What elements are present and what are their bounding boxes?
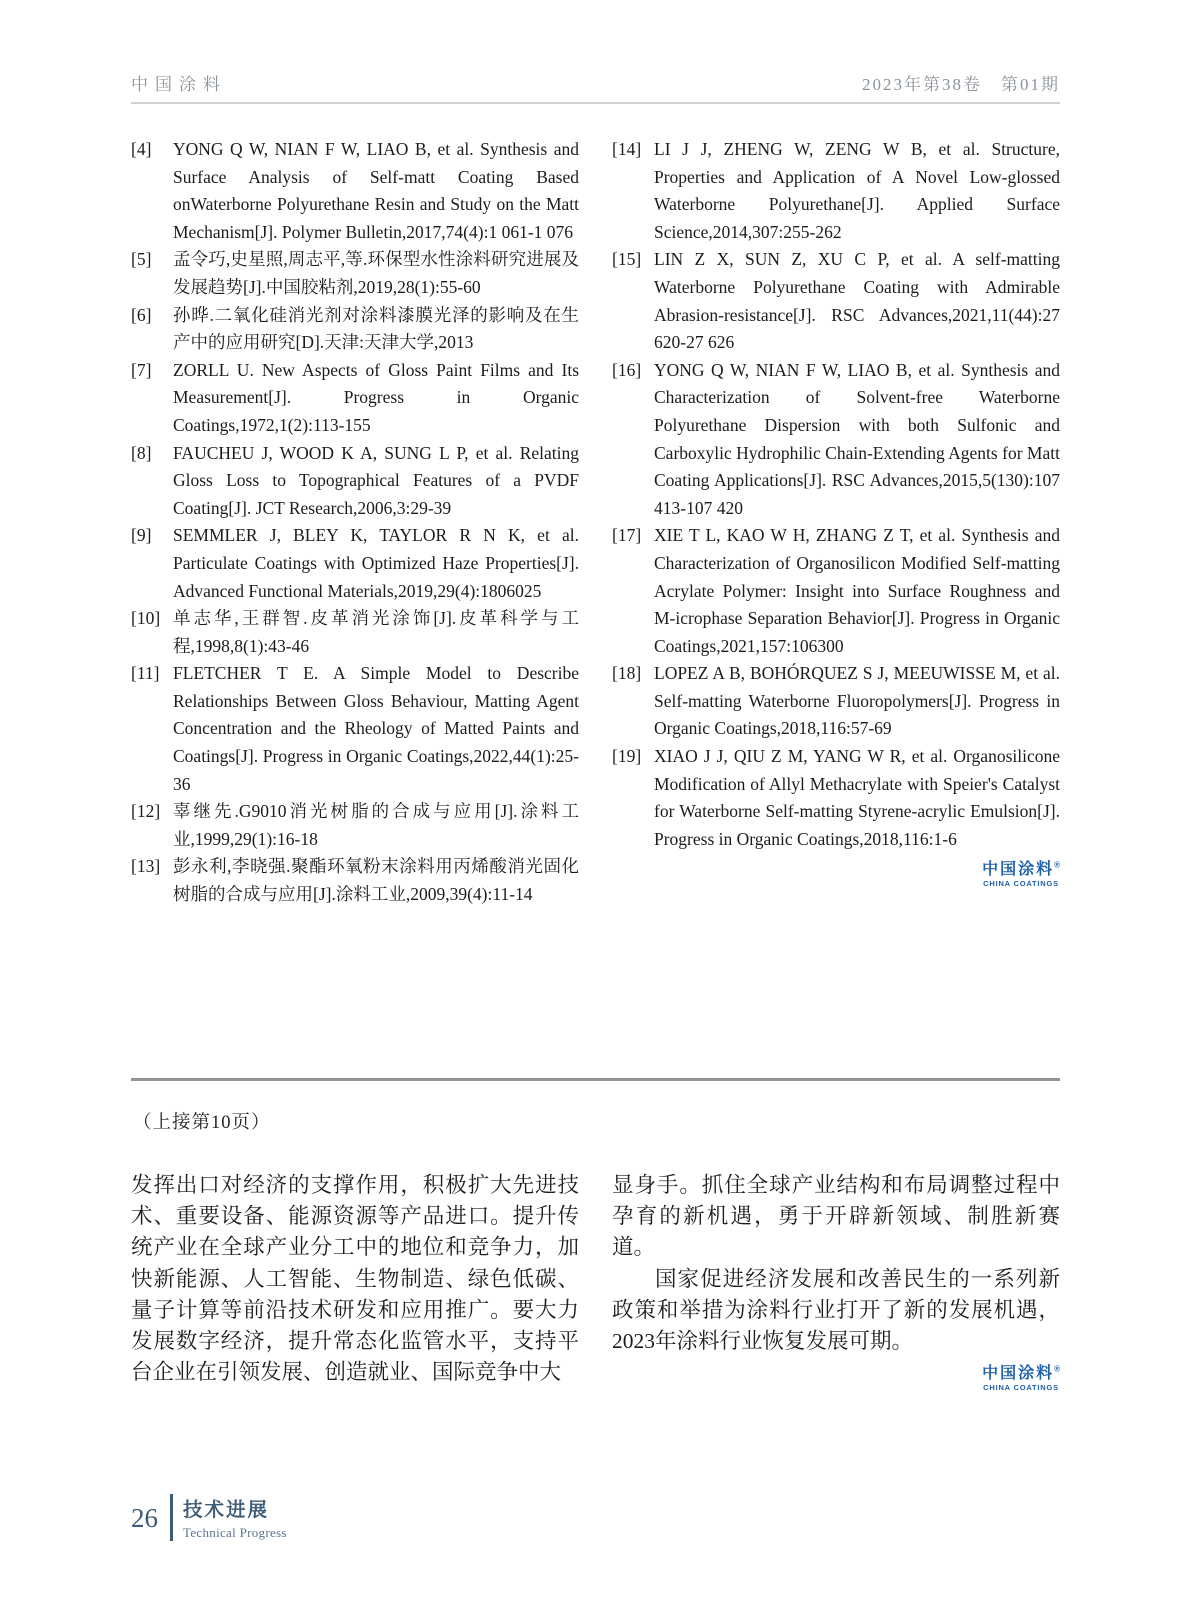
reference-entry	[131, 522, 579, 605]
reference-entry	[612, 743, 1060, 853]
reference-entry	[612, 522, 1060, 660]
registered-mark-icon: ®	[1054, 1364, 1060, 1374]
continuation-note: （上接第10页）	[133, 1113, 271, 1133]
body-paragraph: 发挥出口对经济的支撑作用，积极扩大先进技术、重要设备、能源资源等产品进口。提升传统产业在全球产业分工中的地位和竞争力，加快新能源、人工智能、生物制造、绿色低碳、量子计算等前沿技术研发和应用推广。要大力发展数字经济，提升常态化监管水平，支持平台企业在引领发展、创造就业、国际竞争中大	[131, 1173, 579, 1385]
reference-entry	[131, 605, 579, 660]
reference-text: 孙晔.二氧化硅消光剂对涂料漆膜光泽的影响及在生产中的应用研究[D].天津:天津大学,2013	[173, 304, 579, 353]
reference-list-right	[612, 136, 1060, 853]
reference-number: [4]	[131, 139, 152, 159]
reference-column-right	[612, 136, 1060, 909]
reference-entry	[131, 660, 579, 798]
logo-subtitle: CHINA COATINGS	[983, 879, 1059, 889]
reference-text: SEMMLER J, BLEY K, TAYLOR R N K, et al. Particulate Coatings with Optimized Haze Properties[J]. Advanced Functional Materials,2019,29(4):1806025	[173, 525, 579, 601]
logo-wordmark: 中国涂料®	[982, 861, 1060, 879]
reference-text: YONG Q W, NIAN F W, LIAO B, et al. Synthesis and Surface Analysis of Self-matt Coating Based onWaterborne Polyurethane Resin and Study on the Matt Mechanism[J]. Polymer Bulletin,2017,74(4):1 061-1 076	[173, 139, 579, 242]
reference-entry	[131, 853, 579, 908]
page-number: 26	[131, 1503, 158, 1533]
registered-mark-icon: ®	[1054, 861, 1060, 871]
body-paragraph: 国家促进经济发展和改善民生的一系列新政策和举措为涂料行业打开了新的发展机遇，2023年涂料行业恢复发展可期。	[612, 1266, 1060, 1354]
body-paragraph: 显身手。抓住全球产业结构和布局调整过程中孕育的新机遇，勇于开辟新领域、制胜新赛道。	[612, 1173, 1060, 1260]
reference-entry	[612, 246, 1060, 356]
reference-number: [5]	[131, 249, 152, 270]
page-header	[131, 70, 1060, 104]
footer-section-titles	[183, 1494, 287, 1541]
reference-text: 彭永利,李晓强.聚酯环氧粉末涂料用丙烯酸消光固化树脂的合成与应用[J].涂料工业,2009,39(4):11-14	[173, 856, 579, 905]
reference-entry	[131, 357, 579, 440]
reference-entry	[131, 440, 579, 523]
reference-text: XIE T L, KAO W H, ZHANG Z T, et al. Synthesis and Characterization of Organosilicon Modified Self-matting Acrylate Polymer: Insight into Surface Roughness and M-icrophase Separation Behavior[J]. Progress in Organic Coatings,2021,157:106300	[654, 525, 1060, 656]
reference-entry	[131, 246, 579, 301]
reference-entry	[612, 136, 1060, 246]
reference-number: [10]	[131, 608, 161, 629]
reference-number: [15]	[612, 249, 642, 270]
reference-text: LOPEZ A B, BOHÓRQUEZ S J, MEEUWISSE M, et al. Self-matting Waterborne Fluoropolymers[J]. Progress in Organic Coatings,2018,116:57-69	[654, 663, 1060, 739]
reference-number: [18]	[612, 663, 642, 684]
page-footer	[131, 1494, 287, 1541]
reference-text: 孟令巧,史星照,周志平,等.环保型水性涂料研究进展及发展趋势[J].中国胶粘剂,2019,28(1):55-60	[173, 249, 579, 297]
logo-wordmark: 中国涂料®	[982, 1364, 1060, 1383]
section-title-chinese: 技术进展	[183, 1499, 270, 1521]
end-of-article-logo-block	[612, 1365, 1060, 1399]
end-of-references-logo-block	[612, 861, 1060, 891]
china-coatings-logo	[982, 861, 1060, 888]
reference-entry	[612, 357, 1060, 523]
reference-section	[131, 136, 1060, 909]
reference-number: [16]	[612, 359, 642, 380]
reference-entry	[131, 302, 579, 357]
reference-text: FLETCHER T E. A Simple Model to Describe Relationships Between Gloss Behaviour, Matting Agent Concentration and the Rheology of Matted Paints and Coatings[J]. Progress in Organic Coatings,2022,44(1):25-36	[173, 663, 579, 794]
body-column-left	[131, 1170, 579, 1399]
reference-text: XIAO J J, QIU Z M, YANG W R, et al. Organosilicone Modification of Allyl Methacrylate with Speier's Catalyst for Waterborne Self-matting Styrene-acrylic Emulsion[J]. Progress in Organic Coatings,2018,116:1-6	[654, 746, 1060, 849]
journal-name: 中国涂料	[131, 75, 227, 94]
reference-entry	[612, 660, 1060, 743]
reference-text: ZORLL U. New Aspects of Gloss Paint Films and Its Measurement[J]. Progress in Organic Coatings,1972,1(2):113-155	[173, 359, 579, 435]
reference-text: LIN Z X, SUN Z, XU C P, et al. A self-matting Waterborne Polyurethane Coating with Admirable Abrasion-resistance[J]. RSC Advances,2021,11(44):27 620-27 626	[654, 249, 1060, 353]
body-column-right	[612, 1170, 1060, 1399]
reference-text: LI J J, ZHENG W, ZENG W B, et al. Structure, Properties and Application of A Novel Low-glossed Waterborne Polyurethane[J]. Applied Surface Science,2014,307:255-262	[654, 139, 1060, 242]
reference-number: [12]	[131, 801, 161, 822]
reference-number: [14]	[612, 139, 642, 159]
reference-number: [7]	[131, 359, 152, 380]
reference-number: [9]	[131, 525, 152, 546]
reference-number: [6]	[131, 304, 152, 325]
reference-entry	[131, 136, 579, 246]
section-divider-rule	[131, 1078, 1060, 1081]
issue-info: 2023年第38卷 第01期	[862, 75, 1060, 94]
reference-text: FAUCHEU J, WOOD K A, SUNG L P, et al. Relating Gloss Loss to Topographical Features of a PVDF Coating[J]. JCT Research,2006,3:29-39	[173, 442, 579, 518]
china-coatings-logo	[982, 1365, 1060, 1392]
reference-number: [17]	[612, 525, 642, 546]
reference-number: [19]	[612, 746, 642, 767]
reference-entry	[131, 798, 579, 853]
section-title-english: Technical Progress	[183, 1525, 287, 1540]
logo-subtitle: CHINA COATINGS	[983, 1382, 1059, 1392]
reference-text: 单志华,王群智.皮革消光涂饰[J].皮革科学与工程,1998,8(1):43-46	[173, 608, 579, 656]
reference-number: [11]	[131, 663, 160, 684]
reference-text: 辜继先.G9010消光树脂的合成与应用[J].涂料工业,1999,29(1):16-18	[173, 801, 579, 849]
reference-number: [8]	[131, 442, 152, 463]
reference-text: YONG Q W, NIAN F W, LIAO B, et al. Synthesis and Characterization of Solvent-free Waterborne Polyurethane Dispersion with both Sulfonic and Carboxylic Hydrophilic Chain-Extending Agents for Matt Coating Applications[J]. RSC Advances,2015,5(130):107 413-107 420	[654, 359, 1060, 518]
article-body	[131, 1170, 1060, 1399]
reference-column-left	[131, 136, 579, 909]
footer-divider-bar	[170, 1494, 173, 1541]
reference-number: [13]	[131, 856, 161, 877]
